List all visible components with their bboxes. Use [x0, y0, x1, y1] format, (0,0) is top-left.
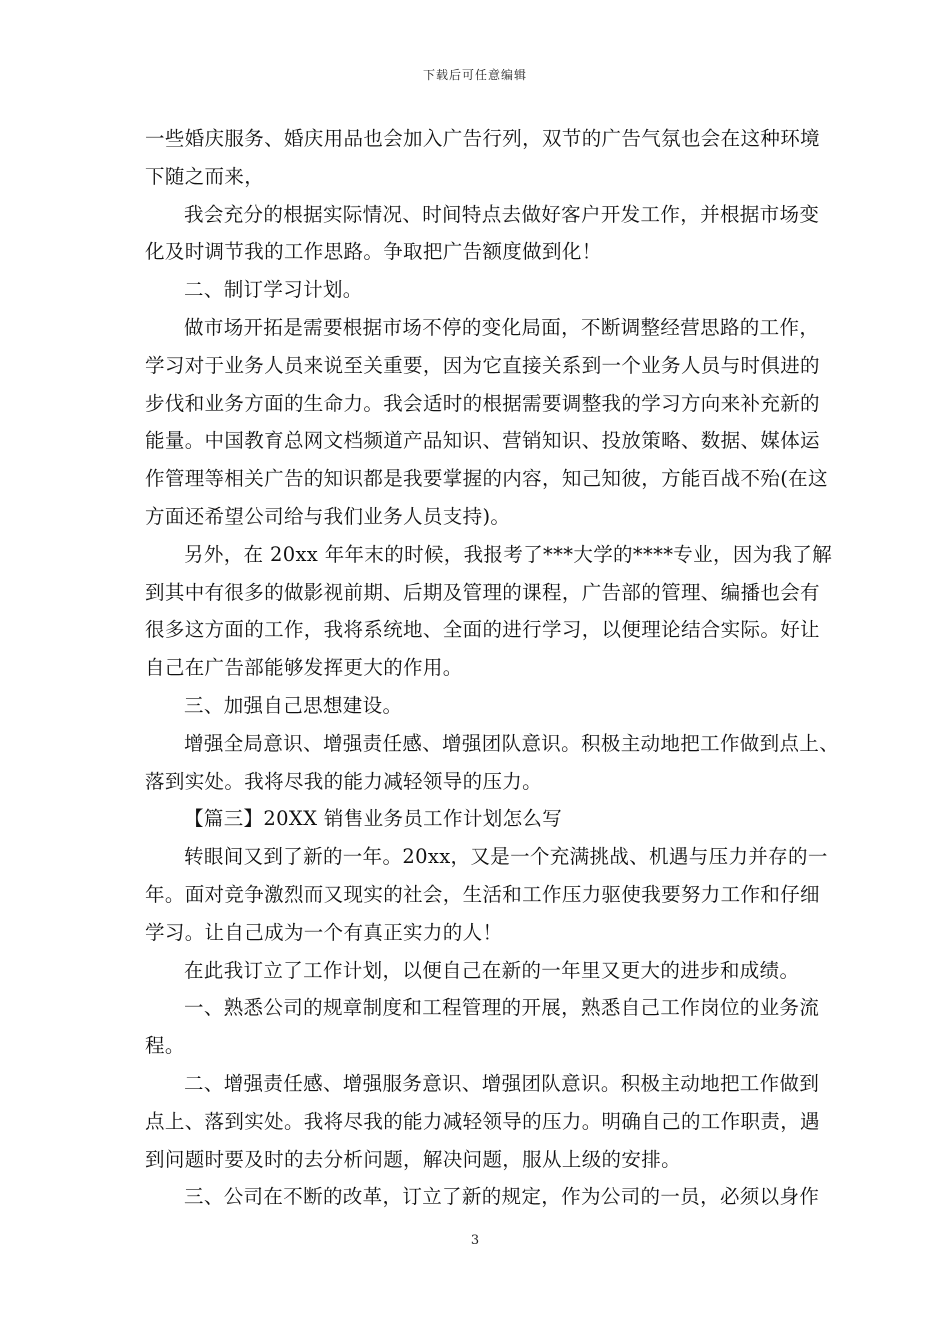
text-line: 一、熟悉公司的规章制度和工程管理的开展，熟悉自己工作岗位的业务流 [184, 996, 820, 1020]
text-line: 自己在广告部能够发挥更大的作用。 [145, 656, 463, 680]
text-line: 在此我订立了工作计划，以便自己在新的一年里又更大的进步和成绩。 [184, 958, 800, 982]
text-line: 作管理等相关广告的知识都是我要掌握的内容，知己知彼，方能百战不殆(在这 [145, 467, 828, 491]
text-line: 落到实处。我将尽我的能力减轻领导的压力。 [145, 769, 543, 793]
text-line: 三、加强自己思想建设。 [184, 693, 403, 717]
text-line: 增强全局意识、增强责任感、增强团队意识。积极主动地把工作做到点上、 [184, 731, 840, 755]
text-line: 能量。中国教育总网文档频道产品知识、营销知识、投放策略、数据、媒体运 [145, 429, 820, 453]
text-line: 下随之而来， [145, 164, 265, 188]
text-line: 三、公司在不断的改革，订立了新的规定，作为公司的一员，必须以身作 [184, 1185, 820, 1209]
text-line: 我会充分的根据实际情况、时间特点去做好客户开发工作，并根据市场变 [184, 202, 820, 226]
text-line: 做市场开拓是需要根据市场不停的变化局面，不断调整经营思路的工作， [184, 315, 820, 339]
text-line: 一些婚庆服务、婚庆用品也会加入广告行列，双节的广告气氛也会在这种环境 [145, 127, 820, 150]
text-line: 二、增强责任感、增强服务意识、增强团队意识。积极主动地把工作做到 [184, 1071, 820, 1095]
page-header: 下载后可任意编辑 [422, 68, 527, 82]
page-number: 3 [470, 1233, 480, 1248]
text-line: 年。面对竞争激烈而又现实的社会，生活和工作压力驱使我要努力工作和仔细 [145, 882, 820, 906]
text-line: 二、制订学习计划。 [184, 278, 363, 302]
text-line: 【篇三】20XX 销售业务员工作计划怎么写 [184, 807, 563, 831]
text-line: 到其中有很多的做影视前期、后期及管理的课程，广告部的管理、编播也会有 [145, 580, 820, 604]
text-line: 学习对于业务人员来说至关重要，因为它直接关系到一个业务人员与时俱进的 [145, 353, 820, 377]
text-line: 很多这方面的工作，我将系统地、全面的进行学习，以便理论结合实际。好让 [145, 618, 820, 642]
text-line: 方面还希望公司给与我们业务人员支持)。 [145, 504, 511, 528]
text-line: 化及时调节我的工作思路。争取把广告额度做到化！ [145, 240, 602, 264]
text-line: 点上、落到实处。我将尽我的能力减轻领导的压力。明确自己的工作职责，遇 [145, 1109, 820, 1133]
document-body [145, 120, 840, 1216]
text-line: 程。 [145, 1034, 185, 1058]
text-line: 另外，在 20xx 年年末的时候，我报考了***大学的****专业，因为我了解 [184, 542, 833, 566]
text-line: 转眼间又到了新的一年。20xx，又是一个充满挑战、机遇与压力并存的一 [184, 845, 828, 869]
text-line: 到问题时要及时的去分析问题，解决问题，服从上级的安排。 [145, 1147, 681, 1171]
text-line: 步伐和业务方面的生命力。我会适时的根据需要调整我的学习方向来补充新的 [145, 391, 820, 415]
text-line: 学习。让自己成为一个有真正实力的人！ [145, 920, 503, 944]
